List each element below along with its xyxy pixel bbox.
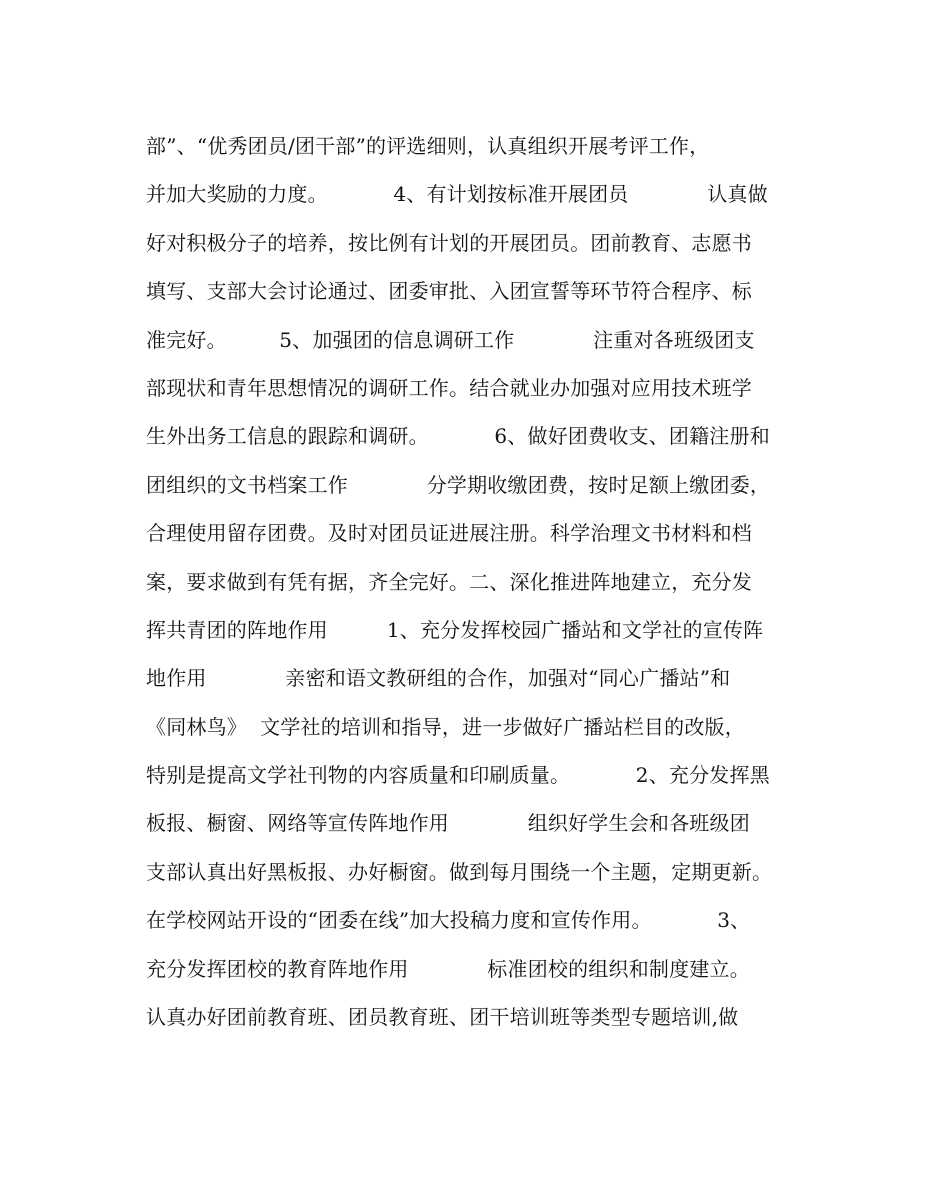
text-line: 部”、“优秀团员/团干部”的评选细则，认真组织开展考评工作， bbox=[146, 134, 710, 158]
text-line: 填写、支部大会讨论通过、团委审批、入团宣誓等环节符合程序、标 bbox=[146, 279, 752, 304]
text-line: 好对积极分子的培养，按比例有计划的开展团员。团前教育、志愿书 bbox=[146, 230, 752, 255]
text-line: 在学校网站开设的“团委在线”加大投稿力度和宣传作用。 3、 bbox=[146, 908, 751, 933]
text-line: 支部认真出好黑板报、办好橱窗。做到每月围绕一个主题，定期更新。 bbox=[146, 859, 773, 884]
text-line: 认真办好团前教育班、团员教育班、团干培训班等类型专题培训,做 bbox=[146, 1005, 739, 1030]
text-line: 《同林鸟》 文学社的培训和指导，进一步做好广播站栏目的改版， bbox=[146, 714, 745, 739]
text-line: 案，要求做到有凭有据，齐全完好。二、深化推进阵地建立，充分发 bbox=[146, 569, 752, 594]
text-line: 团组织的文书档案工作 分学期收缴团费，按时足额上缴团委， bbox=[146, 472, 771, 497]
text-line: 挥共青团的阵地作用 1、充分发挥校园广播站和文学社的宣传阵 bbox=[146, 617, 764, 642]
text-line: 生外出务工信息的跟踪和调研。 6、做好团费收支、团籍注册和 bbox=[146, 424, 770, 449]
text-line: 充分发挥团校的教育阵地作用 标准团校的组织和制度建立。 bbox=[146, 956, 750, 981]
text-line: 合理使用留存团费。及时对团员证进展注册。科学治理文书材料和档 bbox=[146, 521, 752, 546]
text-line: 准完好。 5、加强团的信息调研工作 注重对各班级团支 bbox=[146, 327, 755, 352]
text-line: 部现状和青年思想情况的调研工作。结合就业办加强对应用技术班学 bbox=[146, 375, 752, 400]
text-line: 板报、橱窗、网络等宣传阵地作用 组织好学生会和各班级团 bbox=[146, 811, 750, 836]
text-line: 并加大奖励的力度。 4、有计划按标准开展团员 认真做 bbox=[146, 182, 768, 207]
text-line: 特别是提高文学社刊物的内容质量和印刷质量。 2、充分发挥黑 bbox=[146, 763, 770, 788]
text-line: 地作用 亲密和语文教研组的合作，加强对“同心广播站”和 bbox=[146, 666, 731, 691]
document-body bbox=[146, 128, 826, 1047]
